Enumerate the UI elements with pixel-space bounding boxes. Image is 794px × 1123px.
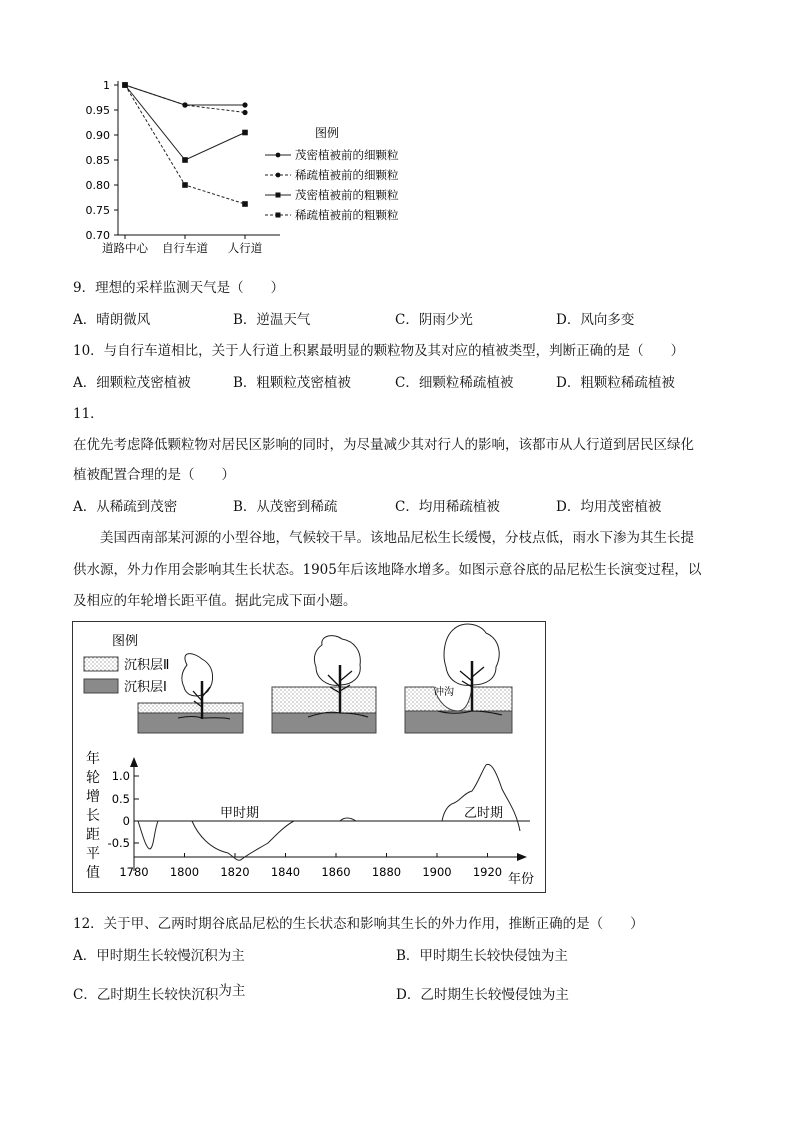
chart-series-line bbox=[125, 85, 245, 160]
chart-legend-label: 茂密植被前的细颗粒 bbox=[295, 148, 399, 162]
chart-point bbox=[182, 182, 188, 188]
passage-line2: 供水源，外力作用会影响其生长状态。1905年后该地降水增多。如图示意谷底的品尼松生长演变过程，以 bbox=[73, 562, 702, 578]
f2-x-tick-label: 1880 bbox=[371, 865, 402, 879]
q9-stem: 9．理想的采样监测天气是（ ） bbox=[73, 280, 285, 296]
f2-x-tick-label: 1900 bbox=[422, 865, 452, 879]
q9-option-c[interactable]: C．阴雨少光 bbox=[395, 312, 473, 328]
chart-point bbox=[242, 201, 248, 207]
chart-point bbox=[242, 130, 248, 136]
chart-y-tick-label: 0.75 bbox=[85, 204, 110, 217]
layer1-swatch bbox=[84, 679, 118, 693]
chart-point bbox=[182, 157, 188, 163]
q12-option-c-text: C．乙时期生长较快沉积 bbox=[73, 987, 219, 1003]
f2-x-tick-label: 1820 bbox=[220, 865, 250, 879]
chart-axes bbox=[118, 81, 280, 235]
period-a-label: 甲时期 bbox=[220, 806, 260, 821]
chart-point bbox=[182, 102, 187, 107]
f2-x-tick-label: 1920 bbox=[472, 865, 503, 879]
chart-x-tick-label: 人行道 bbox=[227, 241, 263, 255]
f2-ylabel-char: 距 bbox=[86, 827, 100, 843]
chart-y-tick-label: 0.80 bbox=[85, 179, 110, 192]
chart-y-tick-label: 0.85 bbox=[85, 154, 110, 167]
q10-option-b[interactable]: B．粗颗粒茂密植被 bbox=[233, 375, 351, 391]
f2-y-tick-label: 1.0 bbox=[111, 769, 130, 783]
q9-option-d[interactable]: D．风向多变 bbox=[556, 312, 635, 328]
layer2-swatch bbox=[84, 657, 118, 671]
q10-option-c[interactable]: C．细颗粒稀疏植被 bbox=[395, 375, 514, 391]
q11-option-c[interactable]: C．均用稀疏植被 bbox=[395, 499, 500, 515]
q10-option-d[interactable]: D．粗颗粒稀疏植被 bbox=[556, 375, 675, 391]
chart-series-line bbox=[125, 85, 245, 105]
figure2-legend-title: 图例 bbox=[112, 634, 139, 649]
gully-label: 冲沟 bbox=[434, 687, 454, 698]
q12-option-c-suffix: 为主 bbox=[218, 983, 246, 999]
chart-point bbox=[242, 110, 247, 115]
layer2-label: 沉积层Ⅱ bbox=[124, 658, 170, 673]
chart-point bbox=[122, 82, 128, 88]
chart-legend-title: 图例 bbox=[315, 126, 340, 140]
f2-ylabel-char: 平 bbox=[86, 846, 100, 862]
q12-option-a[interactable]: A．甲时期生长较慢沉积为主 bbox=[73, 948, 245, 964]
q11-option-d[interactable]: D．均用茂密植被 bbox=[556, 499, 662, 515]
f2-x-tick-label: 1800 bbox=[169, 865, 200, 879]
chart-y-tick-label: 1 bbox=[103, 79, 110, 92]
chart-legend-marker bbox=[276, 193, 281, 198]
chart-legend-label: 稀疏植被前的粗颗粒 bbox=[295, 208, 399, 222]
chart-series-line bbox=[125, 85, 245, 113]
particle-chart bbox=[85, 70, 430, 260]
q11-number: 11． bbox=[73, 406, 104, 422]
q9-option-b[interactable]: B．逆温天气 bbox=[233, 312, 311, 328]
f2-ylabel-char: 轮 bbox=[86, 770, 100, 786]
f2-x-tick-label: 1860 bbox=[321, 865, 351, 879]
chart-point bbox=[242, 102, 247, 107]
chart-legend-marker bbox=[276, 173, 281, 178]
chart-legend-marker bbox=[276, 153, 281, 158]
q10-option-a[interactable]: A．细颗粒茂密植被 bbox=[73, 375, 191, 391]
f2-x-tick-label: 1780 bbox=[119, 865, 149, 879]
f2-ylabel-char: 增 bbox=[86, 789, 100, 805]
q11-option-a[interactable]: A．从稀疏到茂密 bbox=[73, 499, 178, 515]
f2-y-tick-label: 0 bbox=[122, 814, 130, 828]
f2-y-tick-label: -0.5 bbox=[107, 836, 130, 850]
f2-y-tick-label: 0.5 bbox=[111, 792, 130, 806]
q11-stem-line2: 植被配置合理的是（ ） bbox=[73, 467, 235, 483]
chart-legend-label: 稀疏植被前的细颗粒 bbox=[295, 168, 399, 182]
layer1-label: 沉积层Ⅰ bbox=[124, 680, 167, 695]
f2-ylabel-char: 年 bbox=[86, 751, 100, 767]
q11-stem-line1: 在优先考虑降低颗粒物对居民区影响的同时，为尽量减少其对行人的影响，该都市从人行道到居民区绿化 bbox=[73, 437, 694, 453]
chart-legend-label: 茂密植被前的粗颗粒 bbox=[295, 188, 399, 202]
chart-y-tick-label: 0.90 bbox=[85, 129, 110, 142]
chart-legend-marker bbox=[276, 213, 281, 218]
chart-y-tick-label: 0.95 bbox=[85, 104, 110, 117]
f2-x-unit: 年份 bbox=[508, 872, 535, 887]
chart-y-tick-label: 0.70 bbox=[85, 229, 110, 242]
q12-option-d[interactable]: D．乙时期生长较慢侵蚀为主 bbox=[396, 987, 569, 1003]
q12-option-c[interactable] bbox=[73, 983, 245, 1003]
f2-ylabel-char: 长 bbox=[86, 808, 100, 824]
chart-x-tick-label: 自行车道 bbox=[162, 241, 208, 255]
passage-line3: 及相应的年轮增长距平值。据此完成下面小题。 bbox=[73, 593, 357, 609]
q9-option-a[interactable]: A．晴朗微风 bbox=[73, 312, 151, 328]
period-b-label: 乙时期 bbox=[464, 806, 504, 821]
passage-line1: 美国西南部某河源的小型谷地，气候较干旱。该地品尼松生长缓慢，分枝点低，雨水下渗为其生长提 bbox=[100, 530, 694, 546]
q12-option-b[interactable]: B．甲时期生长较快侵蚀为主 bbox=[396, 948, 568, 964]
chart-x-tick-label: 道路中心 bbox=[102, 241, 148, 255]
q10-stem: 10．与自行车道相比，关于人行道上积累最明显的颗粒物及其对应的植被类型，判断正确的是（ ） bbox=[73, 343, 685, 359]
f2-x-tick-label: 1840 bbox=[270, 865, 301, 879]
f2-ylabel-char: 值 bbox=[86, 865, 100, 881]
q12-stem: 12．关于甲、乙两时期谷底品尼松的生长状态和影响其生长的外力作用，推断正确的是（ ） bbox=[73, 916, 644, 932]
pine-growth-figure bbox=[72, 621, 546, 893]
q11-option-b[interactable]: B．从茂密到稀疏 bbox=[233, 499, 338, 515]
